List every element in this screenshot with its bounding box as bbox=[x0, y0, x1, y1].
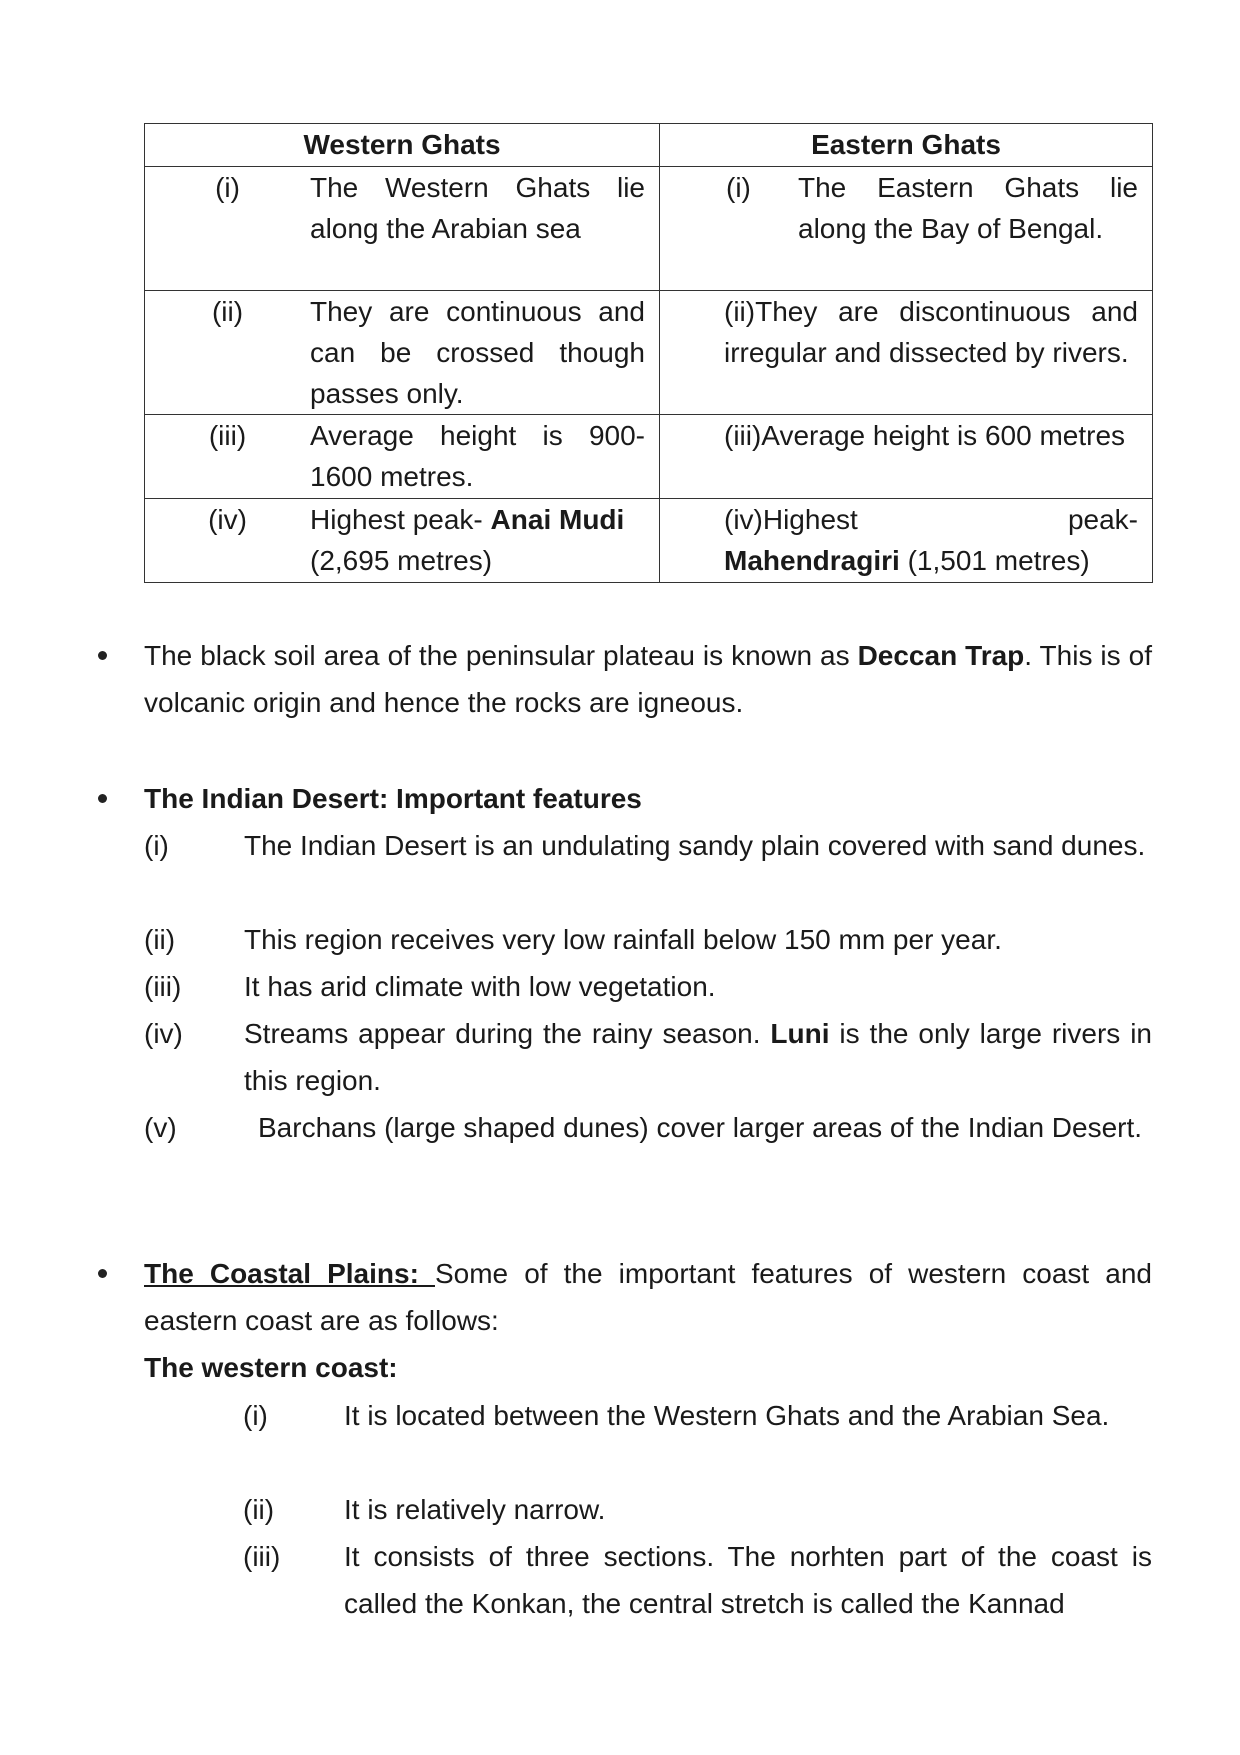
item-number: (iv) bbox=[144, 1018, 183, 1049]
western-cell bbox=[145, 291, 660, 415]
list-item bbox=[243, 1486, 1152, 1533]
item-text: The Indian Desert is an undulating sandy plain covered with sand dunes. bbox=[244, 830, 1146, 861]
item-number: (i) bbox=[144, 830, 169, 861]
list-item bbox=[144, 822, 1152, 916]
bullet-icon bbox=[98, 1269, 107, 1278]
eastern-text-post: (1,501 metres) bbox=[899, 545, 1090, 576]
western-text: Average height is 900-1600 metres. bbox=[310, 420, 645, 492]
eastern-text: The Eastern Ghats lie along the Bay of Bengal. bbox=[798, 172, 1138, 244]
table-row bbox=[145, 499, 1153, 583]
item-number: (ii) bbox=[144, 924, 176, 955]
western-text: The Western Ghats lie along the Arabian sea bbox=[310, 172, 645, 244]
luni-term: Luni bbox=[770, 1018, 830, 1049]
eastern-text: (ii)They are discontinuous and irregular and dissected by rivers. bbox=[724, 296, 1138, 368]
item-text-pre: Streams appear during the rainy season. bbox=[244, 1018, 771, 1049]
row-number: (i) bbox=[726, 172, 751, 203]
desert-heading: The Indian Desert: Important features bbox=[144, 783, 642, 814]
deccan-text-post: . This is of volcanic origin and hence the rocks are igneous. bbox=[144, 640, 1152, 718]
item-number: (i) bbox=[243, 1400, 268, 1431]
item-text-post: is the only large rivers in this region. bbox=[244, 1018, 1152, 1096]
row-number: (ii) bbox=[211, 296, 244, 327]
item-text: It consists of three sections. The norhten part of the coast is called the Konkan, the central stretch is called the Kannad bbox=[344, 1541, 1152, 1619]
western-cell bbox=[145, 167, 660, 291]
bullet-icon bbox=[98, 794, 107, 803]
row-number: (iv) bbox=[208, 504, 247, 535]
item-number: (iii) bbox=[144, 971, 182, 1002]
list-item bbox=[144, 963, 1152, 1010]
coastal-paragraph bbox=[144, 1250, 1152, 1344]
list-item bbox=[144, 916, 1152, 963]
row-number: (i) bbox=[215, 172, 240, 203]
coastal-heading: The Coastal Plains: bbox=[144, 1258, 435, 1289]
western-cell bbox=[145, 415, 660, 499]
deccan-trap-term: Deccan Trap bbox=[857, 640, 1025, 671]
western-cell bbox=[145, 499, 660, 583]
list-item bbox=[144, 1010, 1152, 1104]
western-text bbox=[310, 499, 645, 581]
header-western-ghats: Western Ghats bbox=[145, 124, 660, 167]
coastal-intro: Some of the important features of western coast and eastern coast are as follows: bbox=[144, 1258, 1152, 1336]
row-number: (iii) bbox=[208, 420, 247, 451]
eastern-text-pre: (iv)Highest peak- bbox=[724, 504, 1138, 535]
item-number: (iii) bbox=[243, 1541, 281, 1572]
western-text-post: (2,695 metres) bbox=[310, 545, 493, 576]
item-text: Barchans (large shaped dunes) cover larger areas of the Indian Desert. bbox=[258, 1112, 1143, 1143]
deccan-paragraph bbox=[144, 632, 1152, 726]
table-row bbox=[145, 167, 1153, 291]
eastern-cell bbox=[660, 415, 1153, 499]
item-text: It has arid climate with low vegetation. bbox=[244, 971, 716, 1002]
deccan-text-pre: The black soil area of the peninsular plateau is known as bbox=[144, 640, 858, 671]
western-coast-heading: The western coast: bbox=[144, 1352, 398, 1383]
table-row bbox=[145, 291, 1153, 415]
table-header-row bbox=[145, 124, 1153, 167]
eastern-text: (iii)Average height is 600 metres bbox=[724, 420, 1126, 451]
western-text: They are continuous and can be crossed though passes only. bbox=[310, 296, 645, 409]
western-text-pre: Highest peak- bbox=[310, 504, 491, 535]
eastern-cell bbox=[660, 499, 1153, 583]
eastern-cell bbox=[660, 167, 1153, 291]
item-text: It is located between the Western Ghats and the Arabian Sea. bbox=[344, 1400, 1110, 1431]
bullet-icon bbox=[98, 651, 107, 660]
item-text: This region receives very low rainfall below 150 mm per year. bbox=[244, 924, 1002, 955]
eastern-peak-name: Mahendragiri bbox=[724, 545, 900, 576]
western-peak-name: Anai Mudi bbox=[490, 504, 625, 535]
item-number: (v) bbox=[144, 1112, 177, 1143]
list-item bbox=[144, 1104, 1152, 1198]
eastern-text bbox=[660, 499, 1152, 581]
item-number: (ii) bbox=[243, 1494, 275, 1525]
table-row bbox=[145, 415, 1153, 499]
eastern-cell bbox=[660, 291, 1153, 415]
list-item bbox=[243, 1392, 1152, 1486]
item-text: It is relatively narrow. bbox=[344, 1494, 606, 1525]
header-eastern-ghats: Eastern Ghats bbox=[660, 124, 1153, 167]
item-text bbox=[244, 1010, 1152, 1104]
ghats-comparison-table bbox=[144, 123, 1153, 583]
list-item bbox=[243, 1533, 1152, 1627]
